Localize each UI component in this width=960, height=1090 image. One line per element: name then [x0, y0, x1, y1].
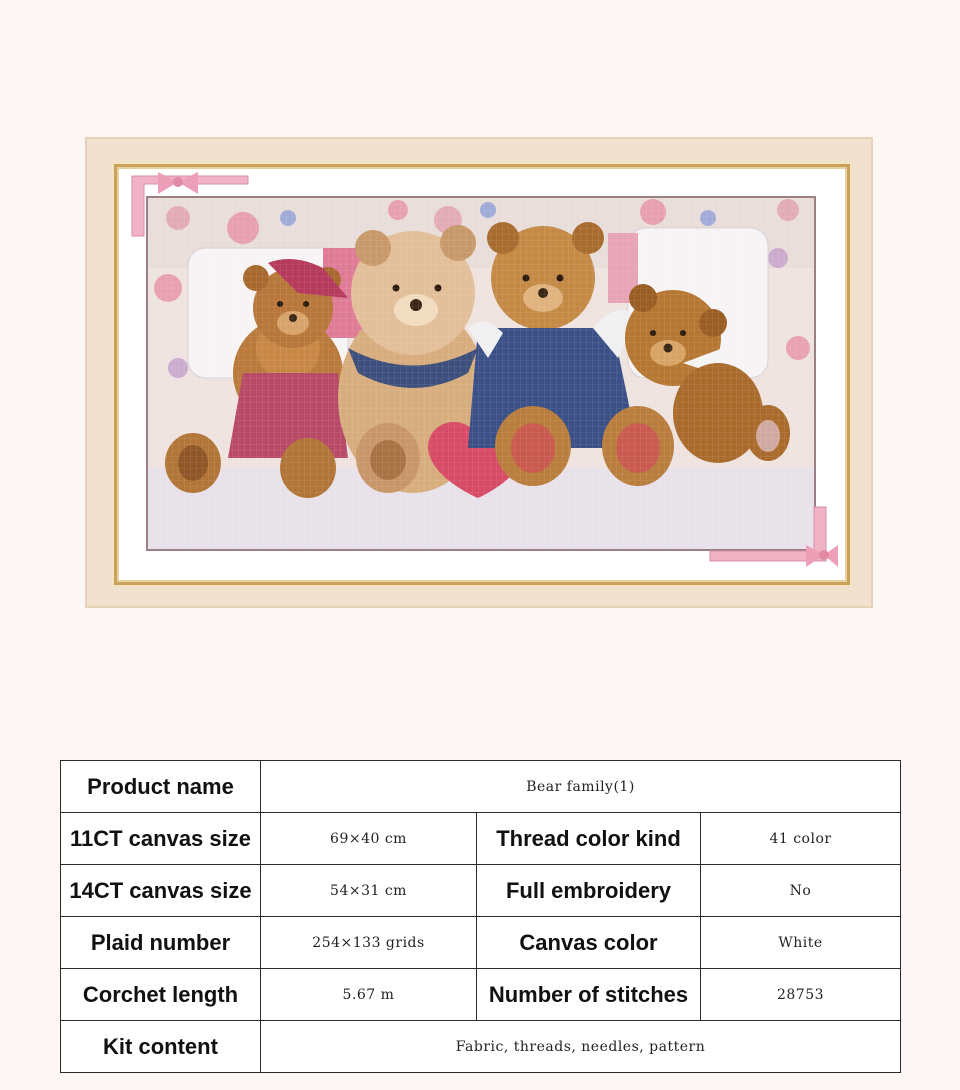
pink-ribbon-top-left: [118, 172, 254, 240]
table-row: [61, 761, 901, 813]
plaid-number-value: 254×133 grids: [261, 917, 477, 969]
kit-content-value: Fabric, threads, needles, pattern: [261, 1021, 901, 1073]
bear-family-illustration: [148, 198, 814, 549]
canvas-color-label: Canvas color: [477, 917, 701, 969]
bear-family-picture: [146, 196, 816, 551]
plaid-number-label: Plaid number: [61, 917, 261, 969]
thread-color-kind-label: Thread color kind: [477, 813, 701, 865]
product-spec-table: [60, 760, 901, 1073]
table-row: [61, 1021, 901, 1073]
product-name-value: Bear family(1): [261, 761, 901, 813]
ct11-canvas-size-value: 69×40 cm: [261, 813, 477, 865]
kit-content-label: Kit content: [61, 1021, 261, 1073]
full-embroidery-value: No: [701, 865, 901, 917]
ct14-canvas-size-value: 54×31 cm: [261, 865, 477, 917]
number-of-stitches-label: Number of stitches: [477, 969, 701, 1021]
table-row: [61, 865, 901, 917]
ct14-canvas-size-label: 14CT canvas size: [61, 865, 261, 917]
product-name-label: Product name: [61, 761, 261, 813]
thread-color-kind-value: 41 color: [701, 813, 901, 865]
number-of-stitches-value: 28753: [701, 969, 901, 1021]
corchet-length-label: Corchet length: [61, 969, 261, 1021]
table-row: [61, 813, 901, 865]
table-row: [61, 969, 901, 1021]
full-embroidery-label: Full embroidery: [477, 865, 701, 917]
canvas-color-value: White: [701, 917, 901, 969]
ct11-canvas-size-label: 11CT canvas size: [61, 813, 261, 865]
corchet-length-value: 5.67 m: [261, 969, 477, 1021]
pink-ribbon-bottom-right: [706, 505, 840, 571]
table-row: [61, 917, 901, 969]
